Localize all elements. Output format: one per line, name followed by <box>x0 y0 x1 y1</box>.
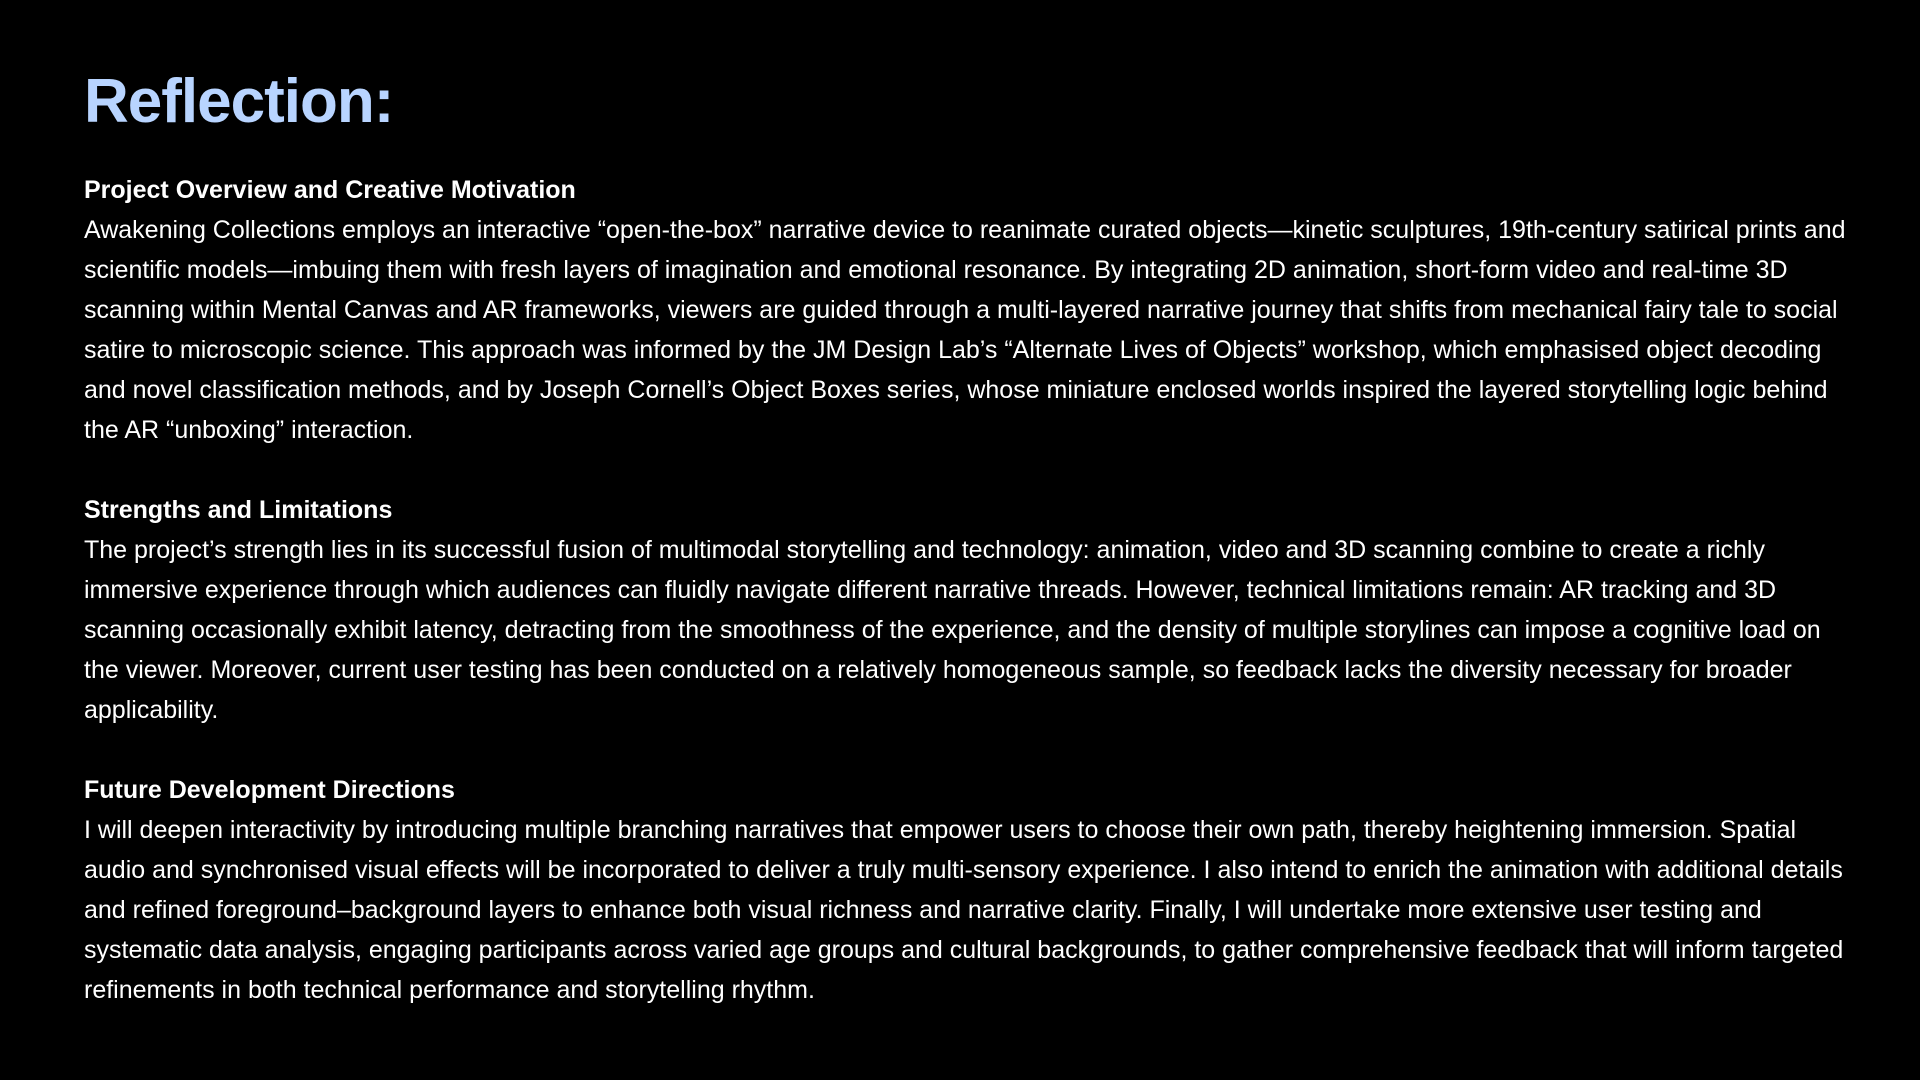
section-heading: Future Development Directions <box>84 776 455 804</box>
reflection-slide <box>84 62 1856 1050</box>
section-body: The project’s strength lies in its successful fusion of multimodal storytelling and technology: animation, video and 3D scanning combine to create a richly immersive experience through which audiences can fluidly navigate different narrative threads. However, technical limitations remain: AR tracking and 3D scanning occasionally exhibit latency, detracting from the smoothness of the experience, and the density of multiple storylines can impose a cognitive load on the viewer. Moreover, current user testing has been conducted on a relatively homogeneous sample, so feedback lacks the diversity necessary for broader applicability. <box>84 536 1821 724</box>
section-project-overview <box>84 170 1856 450</box>
reflection-content <box>84 170 1856 1010</box>
section-heading: Project Overview and Creative Motivation <box>84 176 576 204</box>
section-future-development <box>84 770 1856 1010</box>
section-body: I will deepen interactivity by introducing multiple branching narratives that empower users to choose their own path, thereby heightening immersion. Spatial audio and synchronised visual effects will be incorporated to deliver a truly multi-sensory experience. I also intend to enrich the animation with additional details and refined foreground–background layers to enhance both visual richness and narrative clarity. Finally, I will undertake more extensive user testing and systematic data analysis, engaging participants across varied age groups and cultural backgrounds, to gather comprehensive feedback that will inform targeted refinements in both technical performance and storytelling rhythm. <box>84 816 1844 1004</box>
section-strengths-limitations <box>84 490 1856 730</box>
page-title: Reflection: <box>84 67 394 136</box>
section-body: Awakening Collections employs an interactive “open-the-box” narrative device to reanimate curated objects—kinetic sculptures, 19th-century satirical prints and scientific models—imbuing them with fresh layers of imagination and emotional resonance. By integrating 2D animation, short-form video and real-time 3D scanning within Mental Canvas and AR frameworks, viewers are guided through a multi-layered narrative journey that shifts from mechanical fairy tale to social satire to microscopic science. This approach was informed by the JM Design Lab’s “Alternate Lives of Objects” workshop, which emphasised object decoding and novel classification methods, and by Joseph Cornell’s Object Boxes series, whose miniature enclosed worlds inspired the layered storytelling logic behind the AR “unboxing” interaction. <box>84 216 1846 444</box>
section-heading: Strengths and Limitations <box>84 496 393 524</box>
